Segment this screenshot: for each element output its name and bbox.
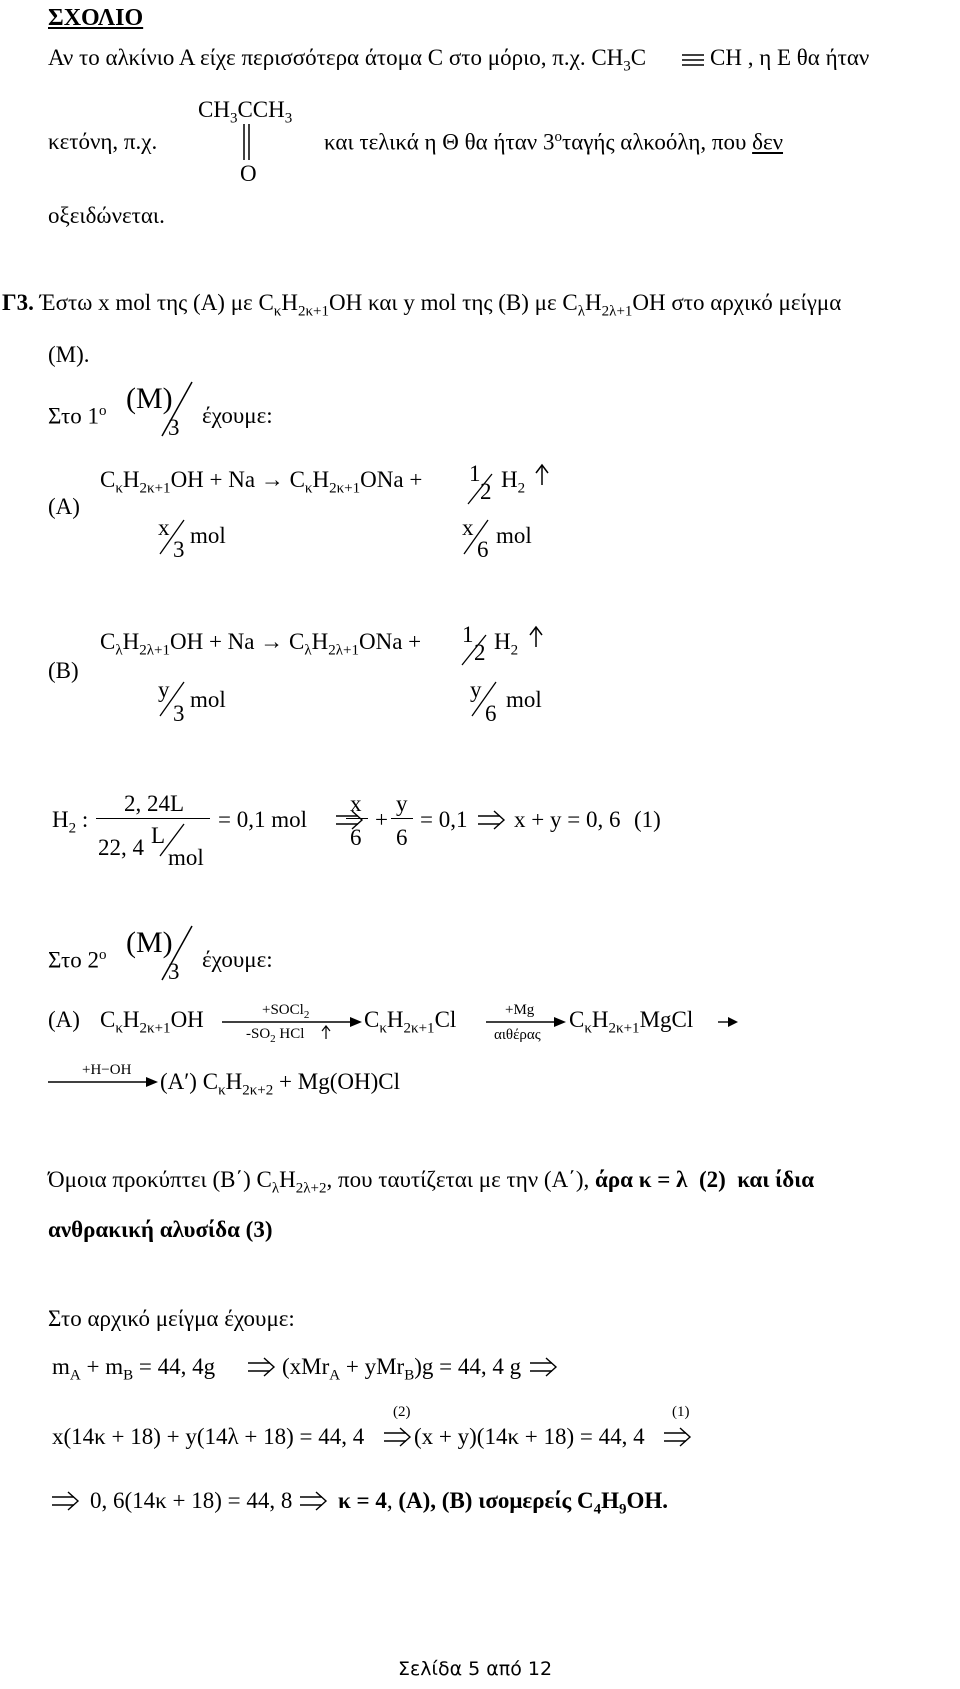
g3-line [2,291,841,320]
comma: , [386,1488,393,1513]
part1-intro-b: έχουμε: [202,403,273,428]
gas-arrow-icon [321,1026,331,1040]
sub-3: 3 [623,58,631,75]
ketone-oxygen: O [240,161,257,186]
reagent-water: +H−OH [82,1062,132,1078]
mol-b-den: 3 [173,701,185,726]
same-chain-text: και ίδια [737,1167,815,1192]
k-equals-l: άρα κ = λ [595,1167,688,1192]
half-num-b: 1 [462,622,474,647]
sub-k: κ [115,480,123,497]
eq2-mark-1: (1) [672,1404,690,1420]
sub-2k2: 2κ+2 [242,1082,274,1099]
mol-a-h2-unit: mol [496,523,532,548]
reagent-so2-text: -SO [246,1026,271,1042]
reaction-arrow-icon [718,1016,740,1028]
k-equals-4: κ = 4 [338,1488,387,1513]
h2-calc-num: 2, 24L [124,791,185,816]
mixture-eq2b: (x + y)(14κ + 18) = 44, 4 [414,1424,645,1449]
sub-l: λ [271,1180,280,1197]
sub-A: A [69,1367,81,1384]
mol-b-h2-unit: mol [506,687,542,712]
g3-text-a: Έστω x mol της (Α) με C [39,290,274,315]
reaction-b: $C_\lambda H_{2\lambda+1}OH + Na \to C_\lambda H_{2\lambda+1}ONa$ + [100,629,422,659]
comment-line-2-text: και τελικά η Θ θα ήταν 3 [324,129,555,155]
half-den-b: 2 [474,640,486,665]
h2-h: H [501,467,518,492]
part2-3: 3 [168,959,180,984]
part2-M: (M) [126,926,173,959]
sub-l: λ [304,642,312,659]
eq-no-1: (1) [634,807,661,832]
plus-m: + m [86,1354,124,1379]
frac-y-den: 6 [396,825,408,850]
part1-intro [48,404,106,428]
part1-3: 3 [168,415,180,440]
sub-k: κ [273,303,282,320]
mol-a-num: x [158,515,170,540]
part1-M: (M) [126,382,173,415]
mol-a-h2-num: x [462,515,474,540]
part2-label-a: (Α) [48,1007,80,1032]
eq-no-2: (2) [698,1167,726,1192]
mixture-eq1 [52,1355,215,1384]
formula-h: H [601,1488,619,1513]
comment-heading: ΣΧΟΛΙΟ [48,5,144,31]
sub-k: κ [304,480,313,497]
sub-4: 4 [593,1501,602,1518]
gas-arrow-icon [528,626,544,648]
sub-2: 2 [303,1009,310,1021]
sub-2k1: 2κ+1 [139,1020,171,1037]
triple-bond-icon [682,54,704,66]
similar-text-a: Όμοια προκύπτει (Β΄) C [48,1167,272,1192]
fraction-bar [391,818,413,819]
part2-intro [48,948,106,972]
chain-alkane: (A′) $C_\kappa H_{2\kappa+2} + Mg(OH)Cl$ [160,1069,400,1099]
sub-3: 3 [284,110,293,127]
reagent-hcl: HCl [279,1026,305,1042]
h2-calc-eq2: = 0,1 [420,807,468,832]
chain-grignard: $C_\kappa H_{2\kappa+1}MgCl$ [569,1007,694,1037]
implies-icon [248,1357,276,1377]
implies-icon [300,1491,328,1511]
h2-calc-L: L [151,823,166,848]
mixture-eq3a: 0, 6(14κ + 18) = 44, 8 [90,1488,293,1513]
page-number: Σελίδα 5 από 12 [398,1658,553,1680]
implies-icon [52,1491,80,1511]
mixture-intro: Στο αρχικό μείγμα έχουμε: [48,1306,295,1331]
comment-line-2a: κετόνη, π.χ. [48,129,158,154]
cl: Cl [434,1007,457,1032]
sup-o: ο [98,947,107,963]
sub-2: 2 [270,1033,276,1045]
mixture-eq3-result [338,1489,668,1518]
h2-calc-eq1: = 0,1 mol [218,807,308,832]
h2-calc-mol: mol [168,845,204,870]
xmr: (xMr [282,1354,330,1379]
sub-2l1: 2λ+1 [601,303,633,320]
sub-l: λ [115,642,123,659]
g3-mixture-label: (Μ). [48,342,90,367]
sub-2k1: 2κ+1 [403,1020,435,1037]
mol-b-h2-den: 6 [485,701,497,726]
eq2-mark-2: (2) [393,1404,411,1420]
comment-line-1-text: Αν το αλκίνιο Α είχε περισσότερα άτομα C στο μόριο, π.χ. CH [48,45,624,70]
isomers-text: (Α), (Β) ισομερείς C [398,1488,594,1513]
mixture-eq2a: x(14κ + 18) + y(14λ + 18) = 44, 4 [52,1424,365,1449]
comment-line-1-mid: C [630,45,647,70]
sub-k: κ [115,1020,123,1037]
reaction-a-left: OH + Na → C [170,467,305,492]
sup-o: ο [554,129,562,145]
reaction-b-label: (Β) [48,658,79,683]
sub-2: 2 [517,480,526,497]
g3-h: H [281,290,298,315]
sub-2k1: 2κ+1 [608,1020,640,1037]
sub-2l1: 2λ+1 [139,642,170,659]
frac-y: y [396,791,408,816]
chain-chloride: $C_\kappa H_{2\kappa+1}Cl$ [364,1007,457,1037]
m: m [52,1354,70,1379]
similar-text-b: , που ταυτίζεται με την (Α΄), [326,1167,590,1192]
formula-oh: OH. [626,1488,668,1513]
sub-k: κ [379,1020,387,1037]
g3-text-d: OH στο αρχικό μείγμα [632,290,842,315]
ymr: + yMr [345,1354,405,1379]
h2-product-b [494,630,518,659]
h2-h: H [494,629,511,654]
underlined-den: δεν [752,129,784,155]
mol-b-unit: mol [190,687,226,712]
gas-arrow-icon [534,464,550,486]
comment-line-2 [324,130,783,154]
frac-x: x [350,791,362,816]
similar-line-2: ανθρακική αλυσίδα (3) [48,1217,273,1242]
sub-2k1: 2κ+1 [139,480,171,497]
sub-k: κ [584,1020,592,1037]
mol-a-h2-den: 6 [477,537,489,562]
sup-o: ο [98,403,107,419]
reagent-ether: αιθέρας [494,1027,541,1043]
sub-2l2: 2λ+2 [295,1180,327,1197]
ketone-ch: CH [198,97,230,122]
g3-label: Γ3. [2,290,34,315]
g3-h2: H [585,290,602,315]
mass-total: )g = 44, 4 g [414,1354,522,1379]
similar-line: Όμοια προκύπτει (Β΄) $C_\lambda H_{2\lambda+2}$, που ταυτίζεται με την (Α΄), άρα κ = λ (2) και ίδια [48,1167,815,1197]
plus: + [375,807,388,832]
comment-line-1-end: CH , η Ε θα ήταν [710,45,870,70]
half-num: 1 [469,461,481,486]
sub-k: κ [218,1082,226,1099]
comment-line-1 [48,46,646,75]
reaction-b-right: ONa + [358,629,422,654]
h2-h: H [52,807,69,832]
mol-a-unit: mol [190,523,226,548]
alkane-a: (A′) C [160,1069,219,1094]
mgcl: MgCl [639,1007,694,1032]
sub-2l1: 2λ+1 [328,642,359,659]
reaction-a-label: (Α) [48,494,80,519]
mol-b-h2-num: y [470,677,482,702]
fraction-bar [346,818,368,819]
implies-icon [478,810,506,830]
double-bond-icon [243,124,251,160]
h2-calc-eq3: x + y = 0, 6 [514,807,621,832]
mass-eq: = 44, 4g [138,1354,216,1379]
implies-icon [384,1427,412,1447]
comment-line-2-text2: ταγής αλκοόλη, που [561,129,747,155]
reagent-mg: +Mg [505,1002,535,1018]
ketone-structure [198,98,292,127]
mol-a-den: 3 [173,537,185,562]
ketone-cch: CCH [237,97,285,122]
part2-intro-a: Στο 2 [48,947,99,973]
sub-2k1: 2κ+1 [329,480,361,497]
sub-A: A [329,1367,341,1384]
reaction-b-left: OH + Na → C [169,629,305,654]
implies-icon [664,1427,692,1447]
sub-3: 3 [229,110,238,127]
sub-2: 2 [510,642,519,659]
sub-B: B [404,1367,415,1384]
g3-text-c: OH και y mol της (Β) με C [329,290,578,315]
sub-B: B [123,1367,134,1384]
reaction-arrow-icon [48,1076,160,1088]
part1-intro-a: Στο 1 [48,403,99,429]
h2-calc-label: $H_2$ : [52,807,89,837]
chain-start: $C_\kappa H_{2\kappa+1}OH$ [100,1007,204,1037]
frac-x-den: 6 [350,825,362,850]
mixture-eq1b [282,1355,521,1384]
sub-l: λ [577,303,586,320]
alkane-b: + Mg(OH)Cl [279,1069,400,1094]
sub-2: 2 [68,820,77,837]
implies-icon [530,1357,558,1377]
h2-calc-den: 22, 4 [98,835,144,860]
fraction-bar [96,818,210,819]
sub-9: 9 [618,1501,627,1518]
sub-2k1: 2κ+1 [297,303,330,320]
reagent-so2 [246,1027,304,1045]
h2-product [501,468,525,497]
half-den: 2 [480,479,492,504]
reaction-a: $C_\kappa H_{2\kappa+1}OH + Na \to C_\kappa H_{2\kappa+1}ONa$ + [100,467,423,497]
reagent-socl2-text: +SOCl [262,1002,304,1018]
reaction-a-right: ONa + [360,467,423,492]
part2-intro-b: έχουμε: [202,947,273,972]
comment-line-3: οξειδώνεται. [48,203,165,228]
mol-b-num: y [158,677,170,702]
